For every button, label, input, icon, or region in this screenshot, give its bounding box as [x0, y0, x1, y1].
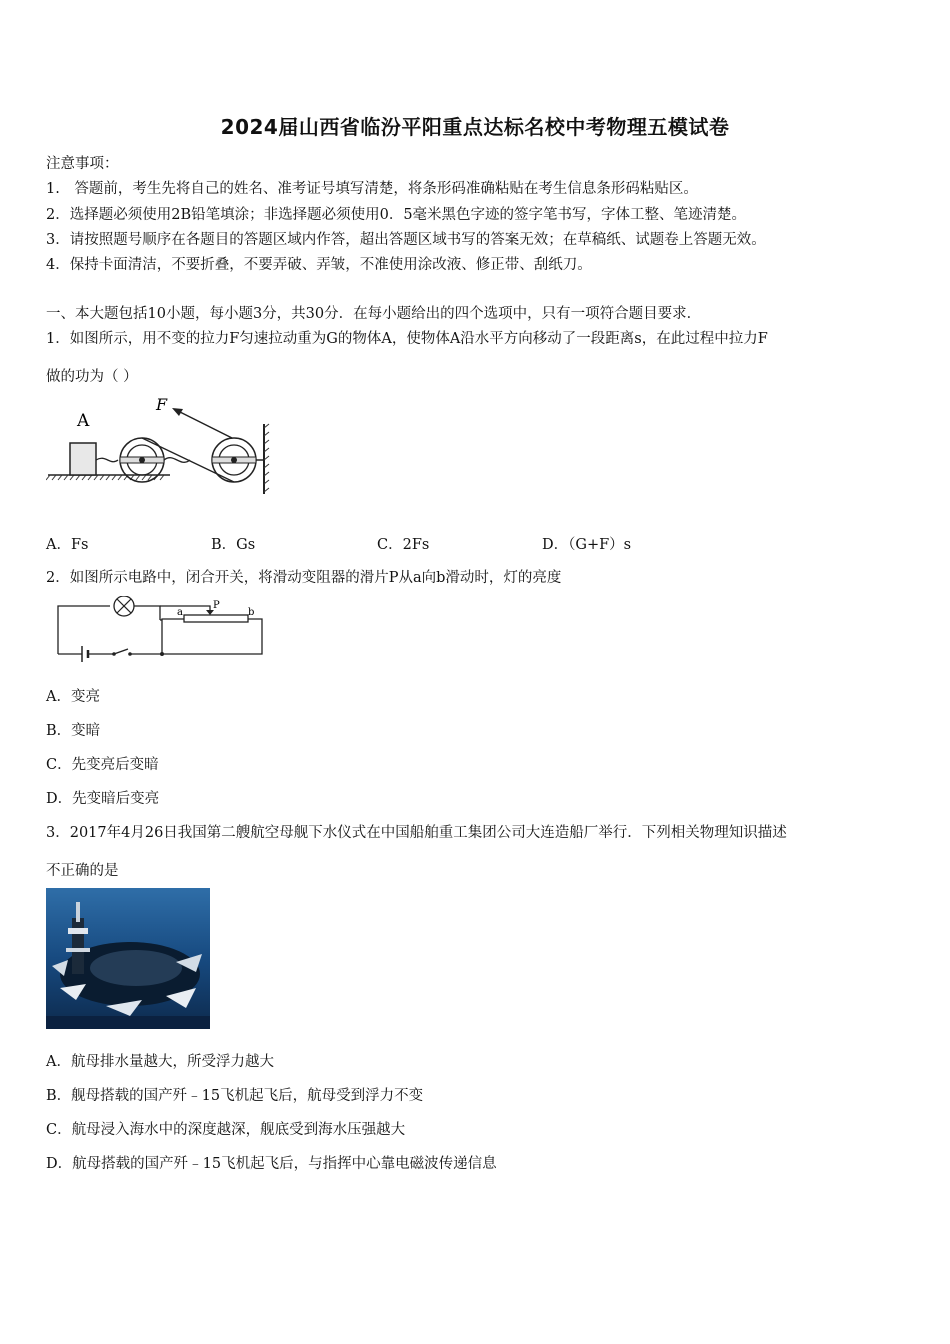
q3-option-b[interactable]: B．舰母搭载的国产歼﹣15飞机起飞后，航母受到浮力不变	[46, 1088, 424, 1104]
q1-option-c[interactable]: C．2Fs	[377, 537, 430, 553]
q1-stem-line1: 1．如图所示，用不变的拉力F匀速拉动重为G的物体A，使物体A沿水平方向移动了一段距离s，在此过程中拉力F	[46, 331, 768, 347]
q2-option-d[interactable]: D．先变暗后变亮	[46, 791, 160, 807]
q2-option-b[interactable]: B．变暗	[46, 723, 101, 739]
q1-option-d[interactable]: D．（G+F）s	[542, 537, 632, 553]
q3-option-c[interactable]: C．航母浸入海水中的深度越深，舰底受到海水压强越大	[46, 1122, 406, 1138]
q1-stem-line2: 做的功为（ ）	[46, 369, 138, 385]
exam-title: 2024届山西省临汾平阳重点达标名校中考物理五模试卷	[220, 115, 730, 139]
q3-option-a[interactable]: A．航母排水量越大，所受浮力越大	[46, 1054, 274, 1070]
q2-option-a[interactable]: A．变亮	[46, 689, 100, 705]
end-b-label: b	[248, 607, 255, 618]
q2-stem: 2．如图所示电路中，闭合开关，将滑动变阻器的滑片P从a向b滑动时，灯的亮度	[46, 570, 562, 586]
q3-stem-line2: 不正确的是	[46, 863, 119, 879]
q3-option-d[interactable]: D．航母搭载的国产歼﹣15飞机起飞后，与指挥中心靠电磁波传递信息	[46, 1156, 497, 1172]
notice-item-3: 3．请按照题号顺序在各题目的答题区域内作答，超出答题区域书写的答案无效；在草稿纸、试题卷上答题无效。	[46, 232, 766, 248]
block-a	[70, 443, 96, 475]
notice-item-1: 1. 答题前，考生先将自己的姓名、准考证号填写清楚，将条形码准确粘贴在考生信息条形码粘贴区。	[46, 181, 698, 197]
q3-stem-line1: 3．2017年4月26日我国第二艘航空母舰下水仪式在中国船舶重工集团公司大连造船厂举行．下列相关物理知识描述	[46, 825, 787, 841]
notice-heading: 注意事项：	[46, 156, 119, 172]
end-a-label: a	[177, 607, 183, 618]
slider-label: P	[213, 600, 220, 611]
aircraft-carrier-photo	[46, 888, 210, 1029]
notice-item-4: 4．保持卡面清洁，不要折叠，不要弄破、弄皱，不准使用涂改液、修正带、刮纸刀。	[46, 257, 592, 273]
q1-pulley-figure	[46, 396, 276, 498]
q2-circuit-figure	[52, 596, 268, 666]
notice-item-2: 2．选择题必须使用2B铅笔填涂；非选择题必须使用0．5毫米黑色字迹的签字笔书写，字体工整、笔迹清楚。	[46, 207, 747, 223]
q1-option-a[interactable]: A．Fs	[46, 537, 89, 553]
block-label: A	[77, 411, 90, 431]
section-heading: 一、本大题包括10小题，每小题3分，共30分．在每小题给出的四个选项中，只有一项符合题目要求．	[46, 306, 702, 322]
q1-option-b[interactable]: B．Gs	[211, 537, 256, 553]
q2-option-c[interactable]: C．先变亮后变暗	[46, 757, 159, 773]
force-label: F	[156, 396, 168, 414]
rheostat-icon	[184, 615, 248, 622]
